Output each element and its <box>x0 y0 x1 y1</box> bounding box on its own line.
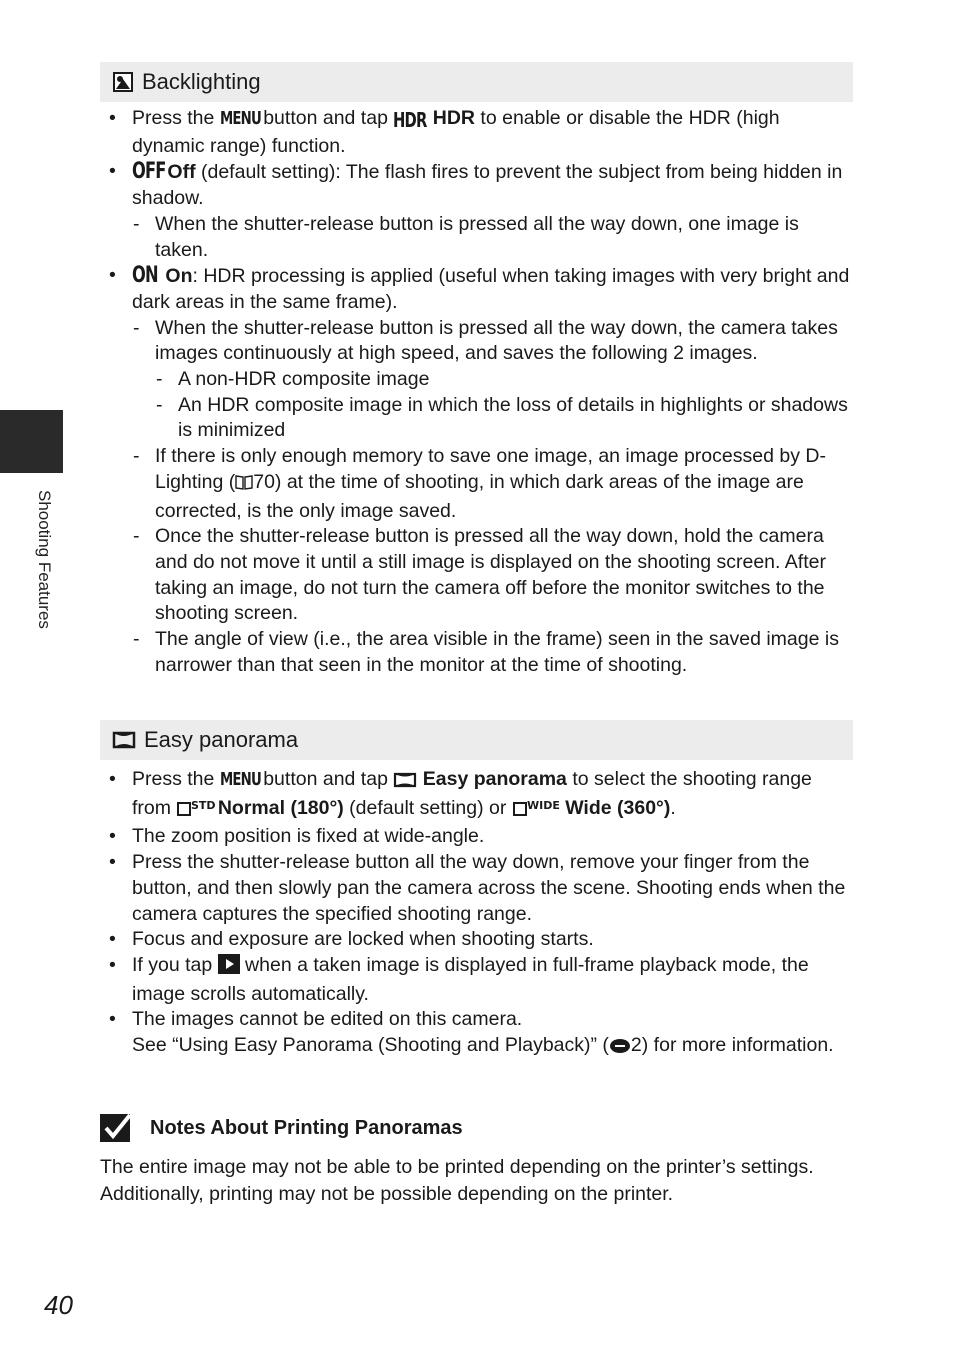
reference-section-icon <box>609 1036 631 1062</box>
backlighting-title: Backlighting <box>142 69 261 94</box>
list-subitem: - When the shutter-release button is pressed all the way down, the camera takes images continuously at high speed, and saves the following 2 images. <box>104 316 856 367</box>
page-number: 40 <box>44 1290 73 1320</box>
backlighting-header <box>100 62 853 102</box>
note-text: The entire image may not be able to be printed depending on the printer’s settings. Additionally, printing may not be possible depending on the printer. <box>100 1156 814 1205</box>
note-header <box>100 1112 860 1144</box>
list-item: • ON On: HDR processing is applied (useful when taking images with very bright and dark areas in the same frame). <box>104 263 856 315</box>
panorama-title: Easy panorama <box>144 727 299 752</box>
note-box <box>100 1112 860 1205</box>
panorama-small-icon <box>393 770 417 796</box>
off-icon: OFF <box>132 159 166 185</box>
list-subitem: - Once the shutter-release button is pressed all the way down, hold the camera and do not move it until a still image is displayed on the shooting screen. After taking an image, do not turn the camera off before the monitor switches to the shooting screen. <box>104 524 856 627</box>
on-icon: ON <box>132 263 158 289</box>
panorama-icon <box>112 731 136 749</box>
list-item: • Press the MENU button and tap HDR HDR to enable or disable the HDR (high dynamic range) function. <box>104 106 856 159</box>
book-reference-icon <box>235 473 253 499</box>
panorama-header <box>100 720 853 760</box>
panorama-wide-icon <box>512 797 560 825</box>
list-item: • The zoom position is fixed at wide-angle. <box>104 824 856 850</box>
list-subsubitem: - A non-HDR composite image <box>104 367 856 393</box>
list-item: • Press the MENU button and tap Easy panorama to select the shooting range from STD Normal (180°) (default setting) or WIDE Wide (360°). <box>104 767 856 824</box>
backlighting-icon <box>112 71 134 93</box>
svg-text:STD: STD <box>191 798 216 812</box>
list-subitem: - When the shutter-release button is pressed all the way down, one image is taken. <box>104 212 856 263</box>
list-item: • Focus and exposure are locked when shooting starts. <box>104 927 856 953</box>
hdr-icon: HDR <box>393 108 427 132</box>
chapter-label: Shooting Features <box>35 490 54 629</box>
list-item: • Press the shutter-release button all the way down, remove your finger from the button, and then slowly pan the camera across the scene. Shooting ends when the camera captures the specified shooting range. <box>104 850 856 927</box>
list-item: • If you tap when a taken image is displayed in full-frame playback mode, the image scrolls automatically. <box>104 953 856 1007</box>
check-icon <box>100 1112 134 1144</box>
list-subitem: - If there is only enough memory to save one image, an image processed by D-Lighting ( 70) at the time of shooting, in which dark areas of the image are corrected, is the only image saved. <box>104 444 856 524</box>
panorama-list <box>104 767 856 1062</box>
list-subitem: - The angle of view (i.e., the area visible in the frame) seen in the saved image is narrower than that seen in the monitor at the time of shooting. <box>104 627 856 678</box>
menu-button-icon: MENU <box>219 108 261 129</box>
list-item: • OFF Off (default setting): The flash fires to prevent the subject from being hidden in shadow. <box>104 159 856 211</box>
svg-text:WIDE: WIDE <box>526 798 560 812</box>
panorama-standard-icon <box>176 797 216 825</box>
chapter-tab <box>0 410 63 473</box>
backlighting-list <box>104 106 856 678</box>
list-subsubitem: - An HDR composite image in which the loss of details in highlights or shadows is minimized <box>104 393 856 444</box>
playback-icon <box>218 954 240 982</box>
menu-button-icon: MENU <box>219 769 261 790</box>
list-item: • The images cannot be edited on this camera. See “Using Easy Panorama (Shooting and Playback)” ( 2) for more information. <box>104 1007 856 1061</box>
note-title: Notes About Printing Panoramas <box>150 1116 463 1139</box>
